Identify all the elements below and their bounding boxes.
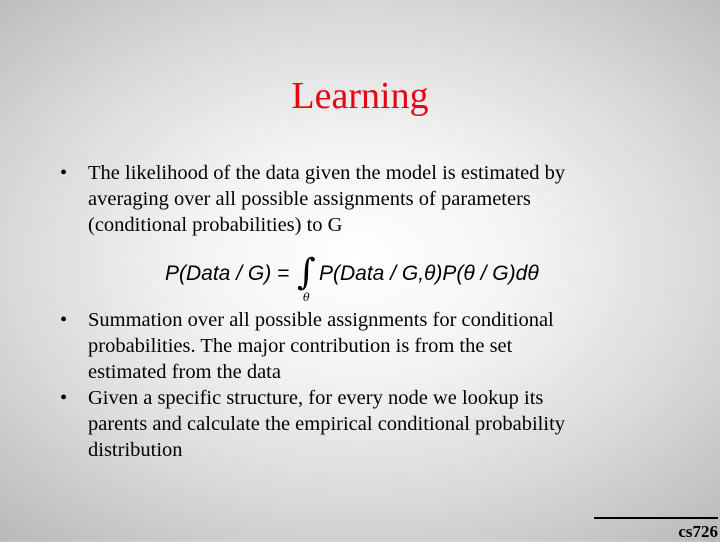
- likelihood-formula: [165, 250, 585, 306]
- bullet-line: (conditional probabilities) to G: [88, 214, 343, 236]
- bullet-list-bottom: [60, 307, 660, 463]
- footer-divider: [594, 517, 718, 519]
- footer-course-code: cs726: [678, 522, 718, 541]
- bullet-line: The likelihood of the data given the model is estimated by: [88, 162, 566, 184]
- bullet-item: [60, 160, 660, 238]
- bullet-marker: •: [60, 387, 68, 409]
- bullet-list-top: [60, 160, 660, 238]
- bullet-marker: •: [60, 162, 68, 184]
- bullet-line: estimated from the data: [88, 361, 281, 383]
- formula-svg: [165, 250, 585, 306]
- formula-lhs: P(Data / G) =: [165, 262, 290, 285]
- integral-subscript: θ: [303, 291, 310, 304]
- bullet-marker: •: [60, 309, 68, 331]
- bullet-item: [60, 385, 660, 463]
- bullet-line: parents and calculate the empirical conditional probability: [88, 413, 566, 435]
- bullet-line: Given a specific structure, for every node we lookup its: [88, 387, 544, 409]
- bullet-line: distribution: [88, 439, 183, 461]
- integral-sign: ∫: [297, 252, 316, 293]
- bullet-line: Summation over all possible assignments for conditional: [88, 309, 554, 331]
- bullet-item: [60, 307, 660, 385]
- bullet-line: probabilities. The major contribution is from the set: [88, 335, 513, 357]
- bullet-line: averaging over all possible assignments of parameters: [88, 188, 531, 210]
- formula-rhs: P(Data / G,θ)P(θ / G)dθ: [319, 262, 539, 285]
- slide-title: Learning: [291, 75, 429, 117]
